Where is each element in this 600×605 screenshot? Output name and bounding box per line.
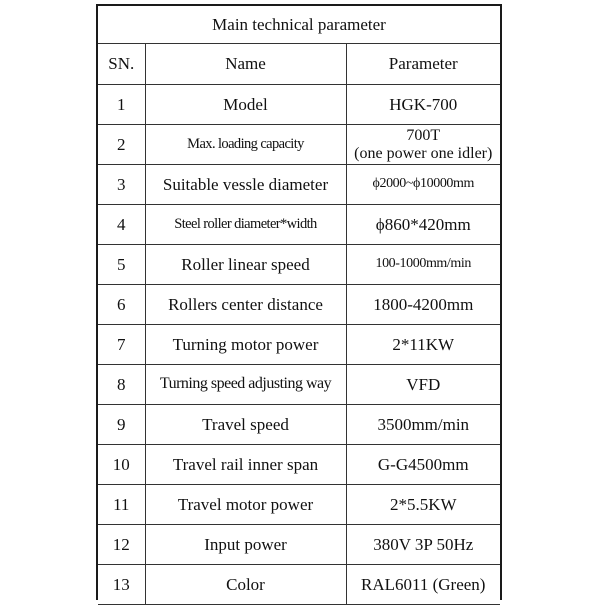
row-name: Turning motor power	[145, 325, 346, 365]
row-parameter: 100-1000mm/min	[346, 245, 500, 285]
table-row	[98, 285, 500, 325]
row-parameter: 380V 3P 50Hz	[346, 525, 500, 565]
row-sn: 6	[98, 285, 145, 325]
row-parameter: 2*11KW	[346, 325, 500, 365]
table-row	[98, 205, 500, 245]
row-name: Travel speed	[145, 405, 346, 445]
row-parameter	[346, 125, 500, 165]
table-row	[98, 445, 500, 485]
row-parameter: HGK-700	[346, 85, 500, 125]
row-name: Color	[145, 565, 346, 605]
row-parameter: 2*5.5KW	[346, 485, 500, 525]
row-name: Suitable vessle diameter	[145, 165, 346, 205]
table-row	[98, 325, 500, 365]
header-parameter: Parameter	[346, 44, 500, 85]
row-parameter-value: 700T	[406, 126, 441, 144]
row-name: Travel motor power	[145, 485, 346, 525]
row-name: Travel rail inner span	[145, 445, 346, 485]
row-parameter: 3500mm/min	[346, 405, 500, 445]
row-sn: 11	[98, 485, 145, 525]
table-row	[98, 565, 500, 605]
title-row	[98, 6, 500, 44]
table-row	[98, 525, 500, 565]
row-name: Roller linear speed	[145, 245, 346, 285]
row-sn: 5	[98, 245, 145, 285]
row-name: Rollers center distance	[145, 285, 346, 325]
row-name: Model	[145, 85, 346, 125]
row-parameter: RAL6011 (Green)	[346, 565, 500, 605]
row-sn: 3	[98, 165, 145, 205]
row-sn: 13	[98, 565, 145, 605]
table-row	[98, 85, 500, 125]
header-sn: SN.	[98, 44, 145, 85]
table-row	[98, 245, 500, 285]
header-row	[98, 44, 500, 85]
row-name: Steel roller diameter*width	[145, 205, 346, 245]
row-parameter: VFD	[346, 365, 500, 405]
table-row	[98, 365, 500, 405]
row-sn: 12	[98, 525, 145, 565]
row-sn: 9	[98, 405, 145, 445]
row-sn: 4	[98, 205, 145, 245]
row-parameter: G-G4500mm	[346, 445, 500, 485]
parameter-sheet	[96, 4, 502, 600]
row-sn: 7	[98, 325, 145, 365]
row-sn: 10	[98, 445, 145, 485]
row-parameter: ϕ860*420mm	[346, 205, 500, 245]
table-row	[98, 405, 500, 445]
table-title: Main technical parameter	[98, 6, 500, 44]
row-name: Input power	[145, 525, 346, 565]
row-sn: 1	[98, 85, 145, 125]
row-sn: 2	[98, 125, 145, 165]
row-sn: 8	[98, 365, 145, 405]
table-row	[98, 485, 500, 525]
row-name: Max. loading capacity	[145, 125, 346, 165]
table-row	[98, 165, 500, 205]
row-parameter: ϕ2000~ϕ10000mm	[346, 165, 500, 205]
row-name: Turning speed adjusting way	[145, 365, 346, 405]
parameter-table	[98, 6, 500, 605]
row-parameter-note: (one power one idler)	[354, 144, 493, 162]
header-name: Name	[145, 44, 346, 85]
table-row	[98, 125, 500, 165]
row-parameter: 1800-4200mm	[346, 285, 500, 325]
